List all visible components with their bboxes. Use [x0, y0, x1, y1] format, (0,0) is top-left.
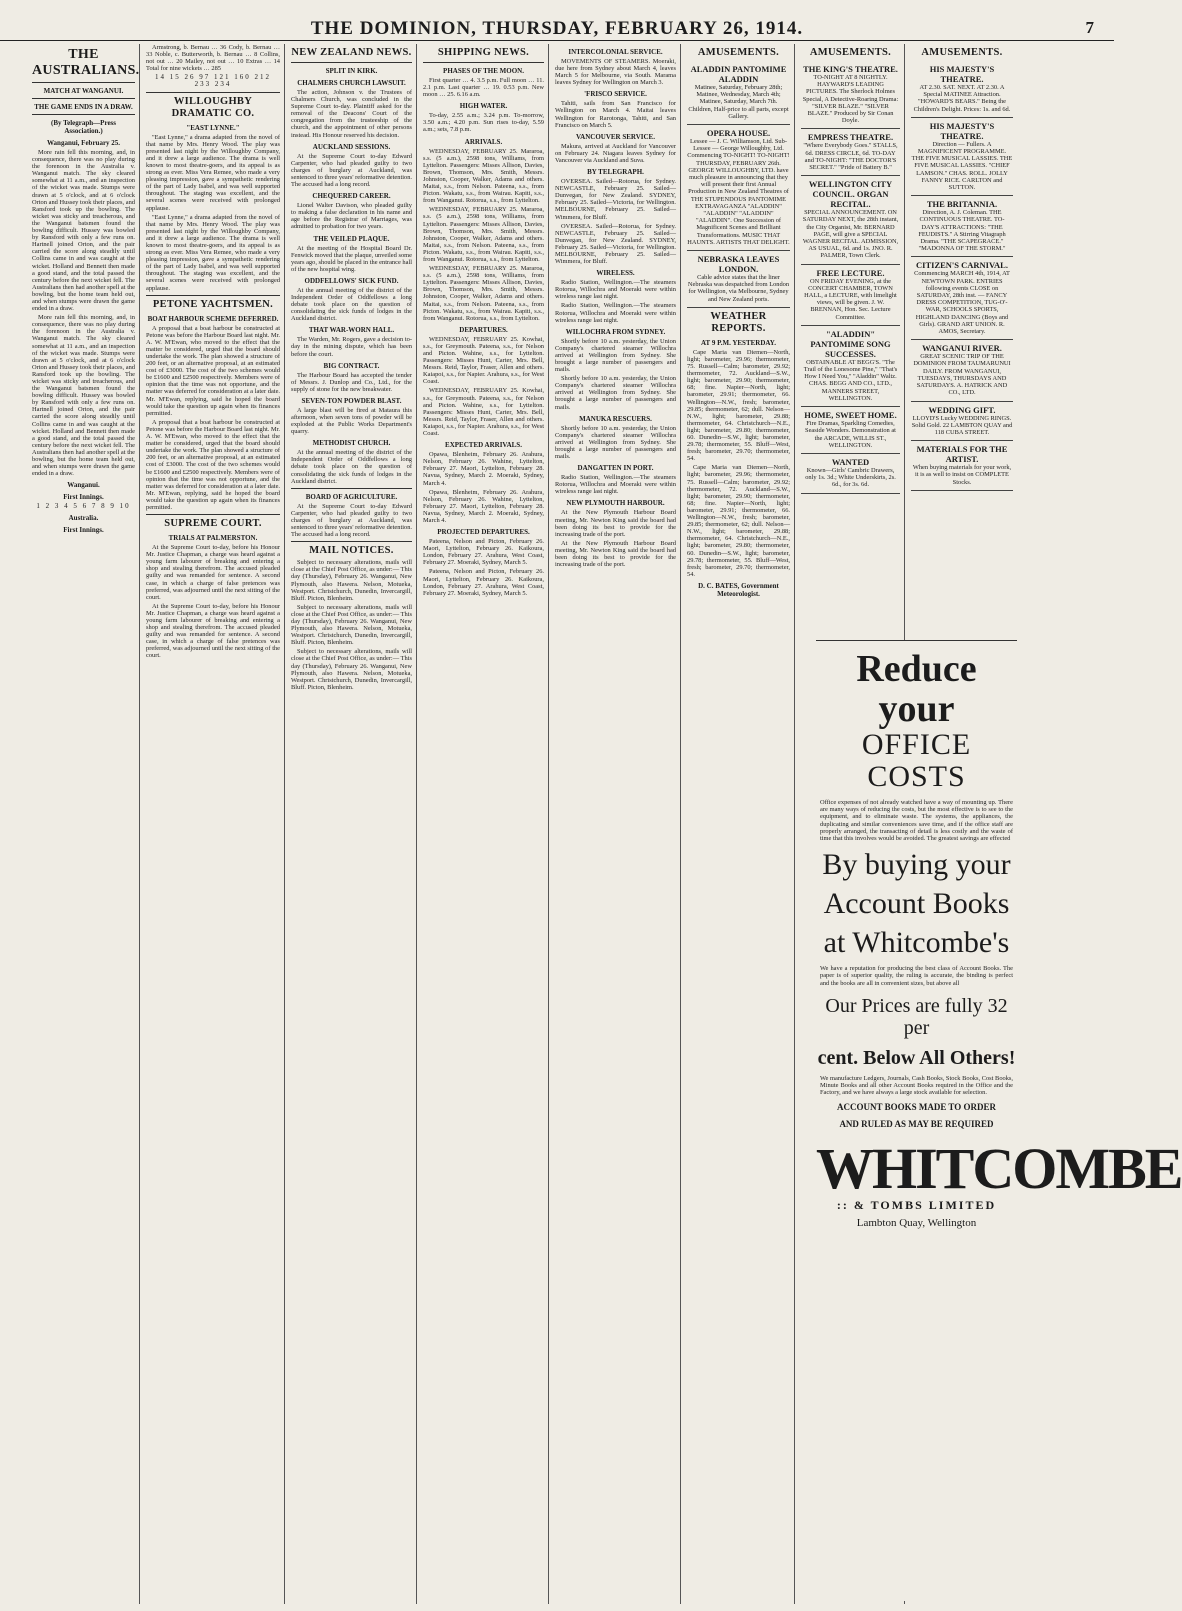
advertisement	[911, 118, 1013, 196]
ad-title: "ALADDIN" PANTOMIME SONG SUCCESSES.	[810, 328, 891, 359]
article-body: The Warden, Mr. Rogers, gave a decision to-day in the mining dispute, which has been before the court.	[291, 336, 412, 358]
article-body: Radio Station, Wellington.—The steamers Rotorua, Willochra and Moeraki were within wireless range last night.	[555, 279, 676, 301]
article-body: "East Lynne," a drama adapted from the novel of that name by Mrs. Henry Wood. The play was presented last night by the Willoughby Company, and it drew a large audience. The drama is well known to most theatre-goers, and its appeal is as strong as ever. Miss Vera Remee, who made a very pleasing impression, gave a sympathetic rendering of the part of Lady Isabel, and was well supported throughout. The staging was excellent, and the several scenes were received with prolonged applause.	[146, 213, 280, 292]
whitcombe-logo-sub: :: & TOMBS LIMITED	[836, 1198, 997, 1213]
advertisement	[801, 129, 900, 176]
column-news	[142, 44, 285, 1604]
ad-body: We manufacture Ledgers, Journals, Cash Books, Stock Books, Cost Books, Minute Books and all other Account Books required in the Office and the Factory, and we have always a large stock available for selection.	[820, 1074, 1013, 1097]
subheadline: BOAT HARBOUR SCHEME DEFERRED.	[147, 314, 279, 323]
divider	[291, 62, 412, 63]
ad-title: EMPRESS THEATRE.	[807, 132, 894, 143]
headline: SHIPPING NEWS.	[437, 47, 530, 58]
ad-title: THE KING'S THEATRE.	[803, 64, 898, 74]
ad-title: HIS MAJESTY'S THEATRE.	[929, 64, 995, 84]
advertisement	[911, 441, 1013, 491]
article-body: Radio Station, Wellington.—The steamers Rotorua, Willochra and Moeraki were within wireless range last night.	[555, 302, 676, 324]
subheadline: THE VEILED PLAQUE.	[313, 234, 390, 243]
article-body: WEDNESDAY, FEBRUARY 25. Mararoa, s.s. (5 a.m.), 2598 tons, Williams, from Lyttelton. Passengers: Misses Allison, Davies, Brown, Thomson, Mrs. Smith, Messrs. Johnston, Cooper, Walker, Adams and others. Maitai, s.s., from Nelson. Pateena, s.s., from Picton. Wakatu, s.s., from Wairau. Kapiti, s.s., from Wanganui. Rotorua, s.s., from Lyttelton.	[423, 206, 544, 263]
subheadline: THAT WAR-WORN HALL.	[308, 326, 395, 335]
ad-title: HOME, SWEET HOME.	[804, 410, 897, 421]
headline: AMUSEMENTS.	[809, 47, 892, 58]
subheadline: BY TELEGRAPH.	[587, 168, 644, 177]
article-body: WEDNESDAY, FEBRUARY 25. Kowhai, s.s., for Greymouth. Pateena, s.s., for Nelson and Picton. Wahine, s.s., for Lyttelton. Passengers: Misses Hunt, Carter, Mrs. Bell, Messrs. Reid, Taylor, Fraser, Allen and others. Kaiapoi, s.s., for Napier. Arahura, s.s., for West Coast.	[423, 387, 544, 438]
column-shipping-2	[551, 44, 681, 1604]
divider	[291, 541, 412, 542]
subheadline: PROJECTED DEPARTURES.	[437, 528, 530, 537]
subheadline: VANCOUVER SERVICE.	[576, 132, 655, 141]
article-body: Pateena, Nelson and Picton, February 26. Maori, Lyttelton, February 26. Kaikoura, London, February 27. Arahura, West Coast, February 27. Moeraki, Sydney, March 5.	[423, 538, 544, 567]
article-body: At the Supreme Court to-day, before his Honour Mr. Justice Chapman, a charge was heard against a young farm labourer of breaking and entering a shop and stealing therefrom. The accused pleaded guilty and was remanded for sentence. A second case, in which a charge of false pretences was preferred, was adjourned until the next sitting of the court.	[146, 602, 280, 660]
advertisement	[801, 326, 900, 407]
article-body: OVERSEA. Sailed—Rotorua, for Sydney. NEWCASTLE, February 25. Sailed—Dunvegan, for New Zealand. SYDNEY, February 25. Sailed—Victoria, for Wellington. MELBOURNE, February 25. Sailed—Wimmera, for Bluff.	[555, 222, 676, 266]
advertisement	[687, 61, 790, 125]
ad-price-line: cent. Below All Others!	[817, 1046, 1016, 1069]
advertisement	[801, 176, 900, 264]
article-body: More rain fell this morning, and, in consequence, there was no play during the forenoon in the Australia v. Wanganui match. The sky cleared somewhat at 11 a.m., and an inspection of the wicket was made. Stumps were drawn at 5 o'clock, and at 6 o'clock Orton and Hussey took their places, and Ransford took up the bowling. The wicket was sticky and treacherous, and the Wanganui batsmen found the bowling difficult. Hussey was bowled by Ransford with only a few runs on. Hartnell joined Orton, and the pair carried the score along steadily until Collins came in and was caught at the wicket. Holland and Bennett then made a good stand, and the total passed the century before the next wicket fell. The Australians then had another spell at the bowling, but the home team held out, and when stumps were drawn the game ended in a draw.	[32, 149, 135, 313]
article-body: Shortly before 10 a.m. yesterday, the Union Company's chartered steamer Willochra arrived at Wellington from Sydney. She brought a large number of passengers and mails.	[555, 337, 676, 374]
subheadline: WIRELESS.	[596, 269, 635, 278]
advertisement	[687, 251, 790, 308]
subheadline: EXPECTED ARRIVALS.	[445, 441, 522, 450]
article-body: At the New Plymouth Harbour Board meeting, Mr. Newton King said the board had been doing its best to provide for the increasing trade of the port.	[555, 509, 676, 538]
article-body: WEDNESDAY, FEBRUARY 25. Mararoa, s.s. (5 a.m.), 2598 tons, Williams, from Lyttelton. Passengers: Misses Allison, Davies, Brown, Thomson, Mrs. Smith, Messrs. Johnston, Cooper, Walker, Adams and others. Maitai, s.s., from Nelson. Pateena, s.s., from Picton. Wakatu, s.s., from Wairau. Kapiti, s.s., from Wanganui. Rotorua, s.s., from Lyttelton.	[423, 265, 544, 322]
ad-title: OPERA HOUSE.	[706, 128, 771, 139]
page-number: 7	[1085, 18, 1094, 37]
divider	[32, 98, 135, 99]
article-body: More rain fell this morning, and, in consequence, there was no play during the forenoon in the Australia v. Wanganui match. The sky cleared somewhat at 11 a.m., and an inspection of the wicket was made. Stumps were drawn at 5 o'clock, and at 6 o'clock Orton and Hussey took their places, and Ransford took up the bowling. The wicket was sticky and treacherous, and the Wanganui batsmen found the bowling difficult. Hussey was bowled by Ransford with only a few runs on. Hartnell joined Orton, and the pair carried the score along steadily until Collins came in and was caught at the wicket. Holland and Bennett then made a good stand, and the total passed the century before the next wicket fell. The Australians then had another spell at the bowling, but the home team held out, and when stumps were drawn the game ended in a draw.	[32, 314, 135, 478]
weather-signature: D. C. BATES, Government Meteorologist.	[698, 581, 779, 598]
ad-body: GREAT SCENIC TRIP OF THE DOMINION FROM TAUMARUNUI DAILY. FROM WANGANUI, TUESDAYS, THURSDAYS AND SATURDAYS. A. HATRICK AND CO., LTD.	[913, 353, 1011, 397]
article-body: "East Lynne," a drama adapted from the novel of that name by Mrs. Henry Wood. The play was presented last night by the Willoughby Company, and it drew a large audience. The drama is well known to most theatre-goers, and its appeal is as strong as ever. Miss Vera Remee, who made a very pleasing impression, gave a sympathetic rendering of the part of Lady Isabel, and was well supported throughout. The staging was excellent, and the several scenes were received with prolonged applause.	[146, 133, 280, 212]
advertisement	[911, 196, 1013, 257]
ad-body: Commencing MARCH 4th, 1914, AT NEWTOWN PARK. ENTRIES following events CLOSE on SATURDAY, 28th inst. — FANCY DRESS COMPETITION, TUG-O'-WAR, SCHOOLS SPORTS, HIGHLAND DANCING (Boys and Girls). GRAND ART UNION. R. AMOS, Secretary.	[914, 270, 1010, 336]
subheadline: ODDFELLOWS' SICK FUND.	[304, 276, 399, 285]
divider	[32, 114, 135, 115]
scorecard-subheading: First Innings.	[63, 526, 104, 535]
ad-subline: ACCOUNT BOOKS MADE TO ORDER	[836, 1102, 997, 1113]
article-body: MOVEMENTS OF STEAMERS. Moeraki, due here from Sydney about March 4, leaves March 5 for Melbourne, via South. Marama leaves Sydney for Wellington on March 3.	[555, 58, 676, 87]
dateline: Wanganui, February 25.	[46, 139, 121, 147]
article-body: Shortly before 10 a.m. yesterday, the Union Company's chartered steamer Willochra arrived at Wellington from Sydney. She brought a large number of passengers and mails.	[555, 424, 676, 461]
advertisement	[801, 61, 900, 129]
masthead	[0, 18, 1114, 41]
moon-phases: First quarter … 4. 3.5 p.m. Full moon … 11. 2.1 p.m. Last quarter … 19. 0.53 p.m. New moon … 25. 6.16 a.m.	[423, 77, 544, 99]
headline: PETONE YACHTSMEN.	[152, 298, 274, 310]
ad-body: ON FRIDAY EVENING, at the CONCERT CHAMBER, TOWN HALL, a LECTURE, with limelight views, will be given. J. W. BRENNAN, Hon. Sec. Lecture Committee.	[804, 277, 897, 321]
ad-title: WEDDING GIFT.	[928, 404, 996, 415]
article-body: WEDNESDAY, FEBRUARY 25. Kowhai, s.s., for Greymouth. Pateena, s.s., for Nelson and Picton. Wahine, s.s., for Lyttelton. Passengers: Misses Hunt, Carter, Mrs. Bell, Messrs. Reid, Taylor, Fraser, Allen and others. Kaiapoi, s.s., for Napier. Arahura, s.s., for West Coast.	[423, 335, 544, 386]
advertisement	[801, 454, 900, 494]
ad-title: FREE LECTURE.	[816, 267, 885, 278]
fall-of-wickets: 1 2 3 4 5 6 7 8 9 10	[36, 502, 131, 511]
subheadline: ARRIVALS.	[464, 137, 503, 146]
ad-headline: Account Books	[823, 887, 1010, 921]
headline: MAIL NOTICES.	[309, 545, 394, 557]
masthead-title: THE DOMINION, THURSDAY, FEBRUARY 26, 1914.	[310, 18, 804, 39]
article-body: Tahiti, sails from San Francisco for Wellington on March 4. Maitai leaves Wellington for Rarotonga, Tahiti, and San Francisco on March 5.	[555, 100, 676, 129]
ad-body: When buying materials for your work, it is as well to insist on COMPLETE Stocks.	[912, 464, 1012, 486]
subheadline: MANUKA RESCUERS.	[579, 414, 652, 423]
advertisement	[911, 402, 1013, 442]
article-body: At the Supreme Court to-day Edward Carpenter, who had pleaded guilty to two charges of burglary at Auckland, was sentenced to three years' reformative detention. The accused had a long record.	[291, 502, 412, 539]
article-body: At the New Plymouth Harbour Board meeting, Mr. Newton King said the board had been doing its best to provide for the increasing trade of the port.	[555, 539, 676, 569]
scorecard-heading: Australia.	[68, 514, 99, 523]
column-sport	[28, 44, 140, 1604]
advertisement	[687, 125, 790, 251]
subheadline: THE GAME ENDS IN A DRAW.	[34, 103, 133, 111]
ad-headline: at Whitcombe's	[823, 926, 1010, 960]
article-body: At the meeting of the Hospital Board Dr. Fenwick moved that the plaque, unveiled some years ago, should be placed in the entrance hall of the new hospital wing.	[291, 244, 412, 273]
subheadline: SPLIT IN KIRK.	[325, 67, 378, 75]
whitcombe-logo: WHITCOMBE	[816, 1136, 1182, 1202]
headline-australians: THE AUSTRALIANS.	[32, 47, 140, 78]
byline: (By Telegraph—Press Association.)	[50, 119, 116, 135]
ad-title: CITIZEN'S CARNIVAL.	[916, 260, 1008, 271]
article-body: Radio Station, Wellington.—The steamers Rotorua, Willochra and Moeraki were within wireless range last night.	[555, 474, 676, 496]
ad-title: HIS MAJESTY'S THEATRE.	[929, 120, 995, 141]
article-body: The action, Johnson v. the Trustees of Chalmers Church, was concluded in the Supreme Court to-day. Plaintiff asked for the removal of the Deacons' Court of the congregation from the trusteeship of the church, and the appointment of other persons instead. His Honour reserved his decision.	[291, 89, 412, 139]
article-body: Subject to necessary alterations, mails will close at the Chief Post Office, as under:— This day (Thursday), February 26. Wanganui, New Plymouth, also Hawera. Nelson, Motueka, Westport. Christchurch, Dunedin, Invercargill, Bluff. Picton, Blenheim.	[291, 603, 412, 647]
article-body: At the Supreme Court to-day Edward Carpenter, who had pleaded guilty to two charges of burglary at Auckland, was sentenced to three years' reformative detention. The accused had a long record.	[291, 152, 412, 189]
ad-body: "Where Everybody Goes." STALLS, 6d. DRESS CIRCLE, 6d. TO-DAY and TO-NIGHT: "THE DOCTOR'S SECRET." "Pride of Battery B."	[803, 142, 898, 172]
fall-of-wickets: 14 15 26 97 121 160 212 233 234	[155, 73, 271, 89]
subheadline: BOARD OF AGRICULTURE.	[305, 492, 398, 501]
ad-title: MATERIALS FOR THE ARTIST.	[916, 444, 1008, 465]
ad-title: THE BRITANNIA.	[926, 199, 998, 210]
ad-body: We have a reputation for producing the best class of Account Books. The paper is of superior quality, the ruling is accurate, the binding is perfect and the books are all in convenient sizes, but above all	[820, 965, 1013, 987]
subheadline: BIG CONTRACT.	[323, 361, 380, 370]
advertisement	[911, 61, 1013, 118]
ad-title: WANTED	[831, 456, 870, 467]
headline: WILLOUGHBY DRAMATIC CO.	[171, 95, 255, 119]
article-body: Shortly before 10 a.m. yesterday, the Union Company's chartered steamer Willochra arrived at Wellington from Sydney. She brought a large number of passengers and mails.	[555, 375, 676, 411]
article-body: At the Supreme Court to-day, before his Honour Mr. Justice Chapman, a charge was heard against a young farm labourer of breaking and entering a shop and stealing therefrom. The accused pleaded guilty and was remanded for sentence. A second case, in which a charge of false pretences was preferred, was adjourned until the next sitting of the court.	[146, 544, 280, 601]
ad-body: Matinee, Saturday, February 28th; Matinee, Wednesday, March 4th; Matinee, Saturday, March 7th. Children, Half-price to all parts, except Gallery.	[688, 84, 789, 120]
subheadline: HIGH WATER.	[459, 102, 508, 111]
article-body: A proposal that a boat harbour be constructed at Petone was before the Harbour Board last night. Mr. A. W. M'Ewan, who moved to the effect that the matter be considered, urged that the board should undertake the work. The plan showed a structure of 200 feet, or an alternative proposal, at an estimated cost of £3000. The cost of the two schemes would be £1600 and £2500 respectively. Members were of opinion that the time was not opportune, and the matter was deferred for consideration at a later date. Mr. M'Ewan, replying, said he hoped the board would take the question up again when its finances permitted.	[146, 324, 280, 417]
subheadline: AUCKLAND SESSIONS.	[312, 142, 391, 151]
article-body: A large blast will be fired at Mataura this afternoon, when seven tons of powder will be exploded at the Public Works Department's quarry.	[291, 406, 412, 436]
subheadline: NEW PLYMOUTH HARBOUR.	[566, 499, 665, 508]
scorecard-continued: Armstrong, b. Bernau … 36 Cody, b. Bernau … 33 Noble, c. Butterworth, b. Bernau … 8 Collins, not out … 20 Mailey, not out … 10 Extras … 14 Total for nine wickets … 285	[146, 44, 280, 73]
advertisement	[801, 407, 900, 454]
divider	[146, 92, 280, 93]
article-body: A proposal that a boat harbour be constructed at Petone was before the Harbour Board last night. Mr. A. W. M'Ewan, who moved to the effect that the matter be considered, urged that the board should undertake the work. The plan showed a structure of 200 feet, or an alternative proposal, at an estimated cost of £3000. The cost of the two schemes would be £1600 and £2500 respectively. Members were of opinion that the time was not opportune, and the matter was deferred for consideration at a later date. Mr. M'Ewan, replying, said he hoped the board would take the question up again when its finances permitted.	[146, 418, 280, 511]
subheadline: MATCH AT WANGANUI.	[43, 87, 124, 95]
ad-price-line: Our Prices are fully 32 per	[825, 994, 1008, 1039]
article-body: Opawa, Blenheim, February 26. Arahura, Nelson, February 26. Wahine, Lyttelton, February 27. Maori, Lyttelton, February 28. Navua, Sydney, March 2. Moeraki, Sydney, March 4.	[423, 488, 544, 524]
ad-body: LLOYD'S Lucky WEDDING RINGS. Solid Gold. 22 LAMBTON QUAY and 118 CUBA STREET.	[911, 414, 1013, 436]
subheadline: AT 9 P.M. YESTERDAY.	[701, 338, 776, 347]
advertisement	[911, 257, 1013, 340]
subheadline: CHEQUERED CAREER.	[312, 192, 391, 201]
subheadline: WILLOCHRA FROM SYDNEY.	[565, 327, 666, 336]
article-body: At the annual meeting of the district of the Independent Order of Oddfellows a long debate took place on the question of consolidating the sick funds of lodges in the Auckland district.	[291, 449, 412, 485]
divider	[423, 62, 544, 63]
article-body: Lionel Walter Davison, who pleaded guilty to making a false declaration in his name and age before the Registrar of Marriages, was admitted to probation for two years.	[291, 202, 412, 231]
ad-body: OBTAINABLE AT BEGG'S. "The Trail of the Lonesome Pine," "That's How I Need You," "Aladdin" Waltz. CHAS. BEGG AND CO., LTD., MANNERS STREET, WELLINGTON.	[803, 358, 898, 402]
ad-body: AT 2.30. SAT. NEXT. AT 2.30. A Special MATINEE Attraction. "HOWARD'S BEARS." Being the Children's Delight. Prices: 1s. and 6d.	[913, 84, 1011, 113]
ad-body: Known—Girls' Cambric Drawers, only 1s. 3d.; White Underskirts, 2s. 6d., for 3s. 6d.	[805, 466, 896, 489]
ad-body: Office expenses of not already watched have a way of mounting up. There are many ways of reducing the costs, but the most effective is to see to the equipment, and to eliminate waste. The systems, the appliances, the duplicating and similar conveniences save time, and if the office staff are properly arranged, the transacting of detail is less costly and the waste of time that this involves would be avoided. The greatest savings are effected	[820, 799, 1013, 843]
scorecard-subheading: First Innings.	[63, 493, 104, 502]
ad-body: Lessee — J. C. Williamson, Ltd. Sub-Lessee — George Willoughby, Ltd. Commencing TO-NIGHT! TO-NIGHT! THURSDAY, FEBRUARY 26th. GEORGE WILLOUGHBY, LTD. have much pleasure in announcing that they will present their first Annual Production in New Zealand Theatres of THE STUPENDOUS PANTOMIME EXTRAVAGANZA "ALADDIN" "ALADDIN" "ALADDIN" "ALADDIN". One Succession of Magnificent Scenes and Brilliant Transformations. MUSIC THAT HAUNTS. ARTISTS THAT DELIGHT.	[687, 138, 790, 246]
subheadline: PHASES OF THE MOON.	[443, 67, 524, 75]
ad-body: Cable advice states that the liner Nebraska was despatched from London for Wellington, via Melbourne, Sydney and New Zealand ports.	[687, 274, 790, 303]
ad-headline: By buying your	[822, 848, 1011, 882]
tide-times: To-day, 2.55 a.m.; 3.24 p.m. To-morrow, 3.50 a.m.; 4.20 p.m. Sun rises to-day, 5.59 a.m.; sets, 7.8 p.m.	[423, 112, 544, 134]
ad-subline: AND RULED AS MAY BE REQUIRED	[839, 1119, 994, 1130]
subheadline: DANGATTEN IN PORT.	[577, 464, 654, 473]
subheadline: DEPARTURES.	[459, 325, 508, 334]
column-nz-news	[287, 44, 417, 1604]
column-amusements	[683, 44, 795, 1604]
advertisement	[801, 265, 900, 326]
subheadline: CHALMERS CHURCH LAWSUIT.	[297, 79, 406, 87]
article-body: OVERSEA. Sailed—Rotorua, for Sydney. NEWCASTLE, February 25. Sailed—Dunvegan, for New Zealand. SYDNEY, February 25. Sailed—Victoria, for Wellington. MELBOURNE, February 25. Sailed—Wimmera, for Bluff.	[555, 178, 676, 221]
headline: SUPREME COURT.	[164, 518, 262, 530]
whitcombe-advertisement	[816, 640, 1182, 1601]
article-body: At the annual meeting of the district of the Independent Order of Oddfellows a long debate took place on the question of consolidating the sick funds of lodges in the Auckland district.	[291, 286, 412, 323]
weather-body: Cape Maria van Diemen—North, light; barometer, 29.96; thermometer, 75. Russell—Calm; barometer, 29.92; thermometer, 72. Auckland—S.W., light; barometer, 29.90; thermometer, 68; fine. Napier—North, light; barometer, 29.91; thermometer, 66. Wellington—N.W., fresh; barometer, 29.85; thermometer, 62; dull. Nelson—N.W., light; barometer, 29.88; thermometer, 64. Christchurch—N.E., light; barometer, 29.80; thermometer, 60. Dunedin—S.W., light; barometer, 29.78; thermometer, 55. Bluff—West, fresh; barometer, 29.70; thermometer, 54.	[687, 348, 790, 463]
subheadline: SEVEN-TON POWDER BLAST.	[301, 396, 402, 405]
weather-body: Cape Maria van Diemen—North, light; barometer, 29.96; thermometer, 75. Russell—Calm; barometer, 29.92; thermometer, 72. Auckland—S.W., light; barometer, 29.90; thermometer, 68; fine. Napier—North, light; barometer, 29.91; thermometer, 66. Wellington—N.W., fresh; barometer, 29.85; thermometer, 62; dull. Nelson—N.W., light; barometer, 29.88; thermometer, 64. Christchurch—N.E., light; barometer, 29.80; thermometer, 60. Dunedin—S.W., light; barometer, 29.78; thermometer, 55. Bluff—West, fresh; barometer, 29.70; thermometer, 54.	[687, 464, 790, 578]
subheadline: 'FRISCO SERVICE.	[584, 90, 647, 99]
article-body: Pateena, Nelson and Picton, February 26. Maori, Lyttelton, February 26. Kaikoura, London, February 27. Arahura, West Coast, February 27. Moeraki, Sydney, March 5.	[423, 568, 544, 597]
article-body: The Harbour Board has accepted the tender of Messrs. J. Dunlop and Co., Ltd., for the supply of stone for the new breakwater.	[291, 371, 412, 393]
scorecard-heading: Wanganui.	[67, 481, 100, 490]
ad-title: ALADDIN PANTOMIME ALADDIN	[690, 64, 787, 84]
article-body: Opawa, Blenheim, February 26. Arahura, Nelson, February 26. Wahine, Lyttelton, February 27. Maori, Lyttelton, February 28. Navua, Sydney, March 2. Moeraki, Sydney, March 4.	[423, 451, 544, 487]
ad-title: WANGANUI RIVER.	[922, 343, 1002, 354]
advertisement	[911, 340, 1013, 401]
subheadline: METHODIST CHURCH.	[312, 439, 391, 448]
divider	[32, 82, 135, 83]
subheadline: INTERCOLONIAL SERVICE.	[568, 48, 663, 56]
ad-title: NEBRASKA LEAVES LONDON.	[697, 254, 780, 275]
subheadline: "EAST LYNNE."	[186, 123, 240, 132]
ad-body: Direction — Fullers. A MAGNIFICENT PROGRAMME. THE FIVE MUSICAL LASSIES. THE FIVE MUSICAL LASSIES. "CHIEF LAMSON." CHAS. ROLL. JOLLY FANNY RICE. CARLTON and SUTTON.	[911, 140, 1013, 192]
ad-body: Fire Dramas, Sparkling Comedies, Seaside Wonders. Demonstration at the ARCADE, WILLIS ST., WELLINGTON.	[805, 420, 896, 449]
headline: AMUSEMENTS.	[921, 47, 1003, 58]
headline: AMUSEMENTS.	[697, 47, 780, 58]
article-body: Subject to necessary alterations, mails will close at the Chief Post Office, as under:— This day (Thursday), February 26. Wanganui, New Plymouth, also Hawera. Nelson, Motueka, Westport. Christchurch, Dunedin, Invercargill, Bluff. Picton, Blenheim.	[291, 648, 412, 691]
ad-body: SPECIAL ANNOUNCEMENT. ON SATURDAY NEXT, the 28th instant, the City Organist, Mr. BERNARD PAGE, will give a SPECIAL WAGNER RECITAL. ADMISSION, AS USUAL, 6d. and 1s. JNO. R. PALMER, Town Clerk.	[802, 209, 899, 260]
article-body: Subject to necessary alterations, mails will close at the Chief Post Office, as under:— This day (Thursday), February 26. Wanganui, New Plymouth, also Hawera. Nelson, Motueka, Westport. Christchurch, Dunedin, Invercargill, Bluff. Picton, Blenheim.	[291, 559, 412, 602]
headline: WEATHER REPORTS.	[710, 310, 767, 334]
column-shipping	[419, 44, 549, 1604]
divider	[291, 488, 412, 489]
article-body: Makura, arrived at Auckland for Vancouver on February 24. Niagara leaves Sydney for Vancouver via Auckland and Suva.	[555, 142, 676, 164]
ad-headline: OFFICE COSTS	[861, 728, 972, 793]
article-body: WEDNESDAY, FEBRUARY 25. Mararoa, s.s. (5 a.m.), 2598 tons, Williams, from Lyttelton. Passengers: Misses Allison, Davies, Brown, Thomson, Mrs. Smith, Messrs. Johnston, Cooper, Walker, Adams and others. Maitai, s.s., from Nelson. Pateena, s.s., from Picton. Wakatu, s.s., from Wairau. Kapiti, s.s., from Wanganui. Rotorua, s.s., from Lyttelton.	[423, 147, 544, 205]
ad-body: TO-NIGHT AT 8 NIGHTLY. HAYWARD'S LEADING PICTURES. The Sherlock Holmes Special, A Detective-Roaring Drama: "SILVER BLAZE." "SILVER BLAZE." Produced by Sir Conan Doyle.	[802, 74, 899, 125]
ad-headline: Reduce your	[856, 648, 977, 730]
ad-body: Direction, A. J. Coleman. THE CONTINUOUS THEATRE. TO-DAY'S ATTRACTIONS: "THE FEUDISTS." A Stirring Vitagraph Drama. "THE SCAPEGRACE." "MADONNA OF THE STORM."	[918, 209, 1006, 253]
subheadline: TRIALS AT PALMERSTON.	[168, 534, 258, 543]
divider	[146, 514, 280, 515]
headline: NEW ZEALAND NEWS.	[291, 47, 412, 58]
ad-title: WELLINGTON CITY COUNCIL. ORGAN RECITAL.	[808, 179, 893, 210]
ad-address: Lambton Quay, Wellington	[856, 1217, 977, 1230]
divider	[146, 295, 280, 296]
